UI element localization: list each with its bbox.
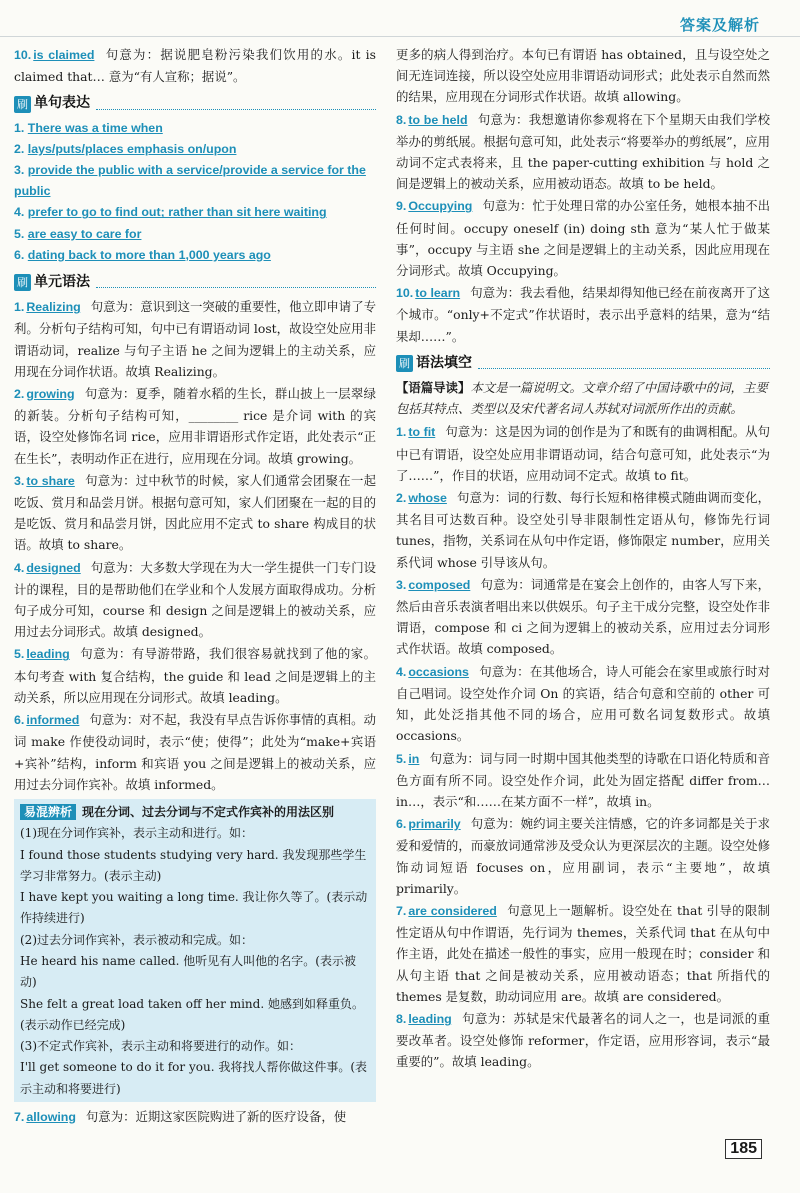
- dotted-divider: [478, 358, 770, 369]
- section-title: 单元语法: [34, 274, 90, 291]
- answer-item: 5. in 句意为：词与同一时期中国其他类型的诗歌在口语化特质和音色方面有所不同。设空处作介词，此处为固定搭配 differ from… in…，表示“和……在某方面不一样”，故填 in。: [396, 750, 770, 809]
- brush-icon: 刷: [14, 274, 31, 291]
- item-answer: is claimed: [33, 48, 95, 62]
- phrase-item: 1. There was a time when: [14, 120, 163, 135]
- page-number: 185: [725, 1139, 762, 1159]
- answer-item: 3. to share 句意为：过中秋节的时候，家人们通常会团聚在一起吃饭、赏月和品尝月饼。根据句意可知，家人们团聚在一起的目的是吃饭、赏月和品尝月饼，因此应用不定式 to share 构成目的状语。故填 to share。: [14, 472, 377, 553]
- right-column: [396, 44, 770, 1074]
- section-title: 单句表达: [34, 95, 90, 112]
- answer-item: 4. designed 句意为：大多数大学现在为大一学生提供一门专门设计的课程，目的是帮助他们在学业和个人发展方面取得成功。分析句子成分可知，course 和 design 之间是逻辑上的被动关系，应用过去分词形式。故填 designed。: [14, 559, 376, 640]
- item-explanation: 句意为：据说肥皂粉污染我们饮用的水。it is claimed that… 意为“有人宣称；据说”。: [14, 47, 376, 85]
- answer-item: 6. primarily 句意为：婉约词主要关注情感，它的许多词都是关于求爱和爱情的，而豪放词通常涉及受众认为更深层次的主题。设空处修饰动词短语 focuses on，应用副词，表示“主要地”，故填 primarily。: [396, 816, 770, 896]
- answer-item: 7. are considered 句意见上一题解析。设空处在 that 引导的限制性定语从句中作谓语，先行词为 themes，关系代词 that 在从句中作主语，此处在描述一般性的事实，应用一般现在时；consider 和从句主语 that 之间是被动关系，应用被动语态；that 所指代的 themes 是复数，助动词应用 are。故填 are considered。: [396, 902, 770, 1004]
- answer-item: 10. to learn 句意为：我去看他，结果却得知他已经在前夜离开了这个城市。“only+不定式”作状语时，表示出乎意料的结果，意为“结果却……”。: [396, 285, 770, 344]
- box-line: (2)过去分词作宾补，表示被动和完成。如：: [20, 932, 253, 947]
- phrase-item: 2. lays/puts/places emphasis on/upon: [14, 141, 237, 156]
- confusion-analysis-box: [14, 799, 376, 1102]
- section-heading-grammar-fill: [396, 353, 770, 374]
- item-number: 10.: [14, 48, 32, 62]
- phrase-item: 6. dating back to more than 1,000 years ago: [14, 247, 271, 262]
- answer-item: 3. composed 句意为：词通常是在宴会上创作的，由客人写下来，然后由音乐表演者唱出来以供娱乐。句子主干成分完整，设空处作非谓语，compose 和 ci 之间为逻辑上的被动关系，应用过去分词形式作状语。故填 composed。: [396, 576, 770, 657]
- continued-explanation: 更多的病人得到治疗。本句已有谓语 has obtained，且与设空处之间无连词连接，所以设空处应用非谓语动词形式；此处表示自然而然的结果，应用现在分词形式作状语。故填 allowing。: [396, 47, 770, 105]
- box-line: She felt a great load taken off her mind. 她感到如释重负。(表示动作已经完成): [20, 996, 364, 1032]
- answer-item: 2. whose 句意为：词的行数、每行长短和格律模式随曲调而变化，其名目可达数百种。设空处引导非限制性定语从句，修饰先行词 tunes，指物，关系词在从句中作定语，修饰限定 number，应用关系代词 whose 引导该从句。: [396, 490, 770, 570]
- left-column: [14, 44, 376, 1129]
- answer-item: 1. Realizing 句意为：意识到这一突破的重要性，他立即申请了专利。分析句子结构可知，句中已有谓语动词 lost，故设空处应用非谓语动词，realize 与句子主语 he 之间为逻辑上的主动关系，应用现在分词作状语。故填 Realizing。: [14, 299, 376, 379]
- answer-item: 4. occasions 句意为：在其他场合，诗人可能会在家里或旅行时对自己唱词。设空处作介词 On 的宾语，结合句意和空前的 other 可知，此处泛指其他不同的场合，应用可数名词复数形式。故填 occasions。: [396, 663, 770, 744]
- brush-icon: 刷: [14, 96, 31, 113]
- dotted-divider: [96, 277, 376, 288]
- box-line: He heard his name called. 他听见有人叫他的名字。(表示被动): [20, 953, 356, 990]
- answer-item: 2. growing 句意为：夏季，随着水稻的生长，群山披上一层翠绿的新装。分析句子结构可知，________ rice 是介词 with 的宾语，设空处修饰名词 rice，应用非谓语形式作定语，此处表示“正在生长”，表明动作正在进行，应用现在分词。故填 growing。: [14, 386, 376, 466]
- answer-item: 6. informed 句意为：对不起，我没有早点告诉你事情的真相。动词 make 作使役动词时，表示“使；使得”；此处为“make+宾语+宾补”结构，inform 和宾语 you 之间是逻辑上的被动关系，应用过去分词作宾补。故填 informed。: [14, 712, 376, 792]
- answer-item: 5. leading 句意为：有导游带路，我们很容易就找到了他的家。本句考查 with 复合结构，the guide 和 lead 之间是逻辑上的主动关系，所以应用现在分词形式。故填 leading。: [14, 646, 376, 705]
- header-divider: [0, 36, 800, 37]
- brush-icon: 刷: [396, 355, 413, 372]
- answer-item: 8. to be held 句意为：我想邀请你参观将在下个星期天由我们学校举办的剪纸展。根据句意可知，此处表示“将要举办的剪纸展”，应用动词不定式表将来，且 the paper-cutting exhibition 与 hold 之间是逻辑上的被动关系，应用被动语态。故填 to be held。: [396, 111, 771, 192]
- dotted-divider: [96, 99, 376, 110]
- page-header-title: 答案及解析: [679, 17, 760, 34]
- section-heading-unit-grammar: [14, 272, 376, 293]
- answer-item: 8. leading 句意为：苏轼是宋代最著名的词人之一，也是词派的重要改革者。设空处修饰 reformer，作定语，应用形容词，表示“最重要的”。故填 leading。: [396, 1010, 770, 1070]
- box-line: I found those students studying very hard. 我发现那些学生学习非常努力。(表示主动): [20, 847, 367, 883]
- section-title: 语法填空: [416, 354, 472, 371]
- phrase-item: 5. are easy to care for: [14, 226, 142, 241]
- box-tag: 易混辨析: [20, 804, 76, 820]
- box-line: (1)现在分词作宾补，表示主动和进行。如：: [20, 826, 253, 841]
- box-title: 现在分词、过去分词与不定式作宾补的用法区别: [82, 804, 335, 819]
- answer-item: 1. to fit 句意为：这是因为词的创作是为了和既有的曲调相配。从句中已有谓语，设空处应用非谓语动词，结合句意可知，此处表示“为了……”，作目的状语，应用动词不定式。故填 to fit。: [396, 424, 770, 483]
- box-line: I have kept you waiting a long time. 我让你久等了。(表示动作持续进行): [20, 890, 368, 926]
- section-heading-sentence-expression: [14, 93, 376, 114]
- box-line: (3)不定式作宾补，表示主动和将要进行的动作。如：: [20, 1039, 302, 1054]
- phrase-item: 4. prefer to go to find out; rather than sit here waiting: [14, 205, 327, 220]
- passage-guide: 【语篇导读】本文是一篇说明文。文章介绍了中国诗歌中的词，主要包括其特点、类型以及宋代著名词人苏轼对词派所作出的贡献。: [396, 380, 768, 417]
- answer-item-10: [14, 44, 376, 87]
- answer-item: 9. Occupying 句意为：忙于处理日常的办公室任务，她根本抽不出任何时间。occupy oneself (in) doing sth 意为“某人忙于做某事”，occupy 与主语 she 之间是逻辑上的主动关系，因此应用现在分词形式。故填 Occupying。: [396, 198, 770, 279]
- phrase-item: 3. provide the public with a service/provide a service for the public: [14, 163, 366, 199]
- answer-item-7: 7. allowing 句意为：近期这家医院购进了新的医疗设备，使: [14, 1109, 347, 1125]
- box-line: I'll get someone to do it for you. 我将找人帮你做这件事。(表示主动和将要进行): [20, 1060, 367, 1096]
